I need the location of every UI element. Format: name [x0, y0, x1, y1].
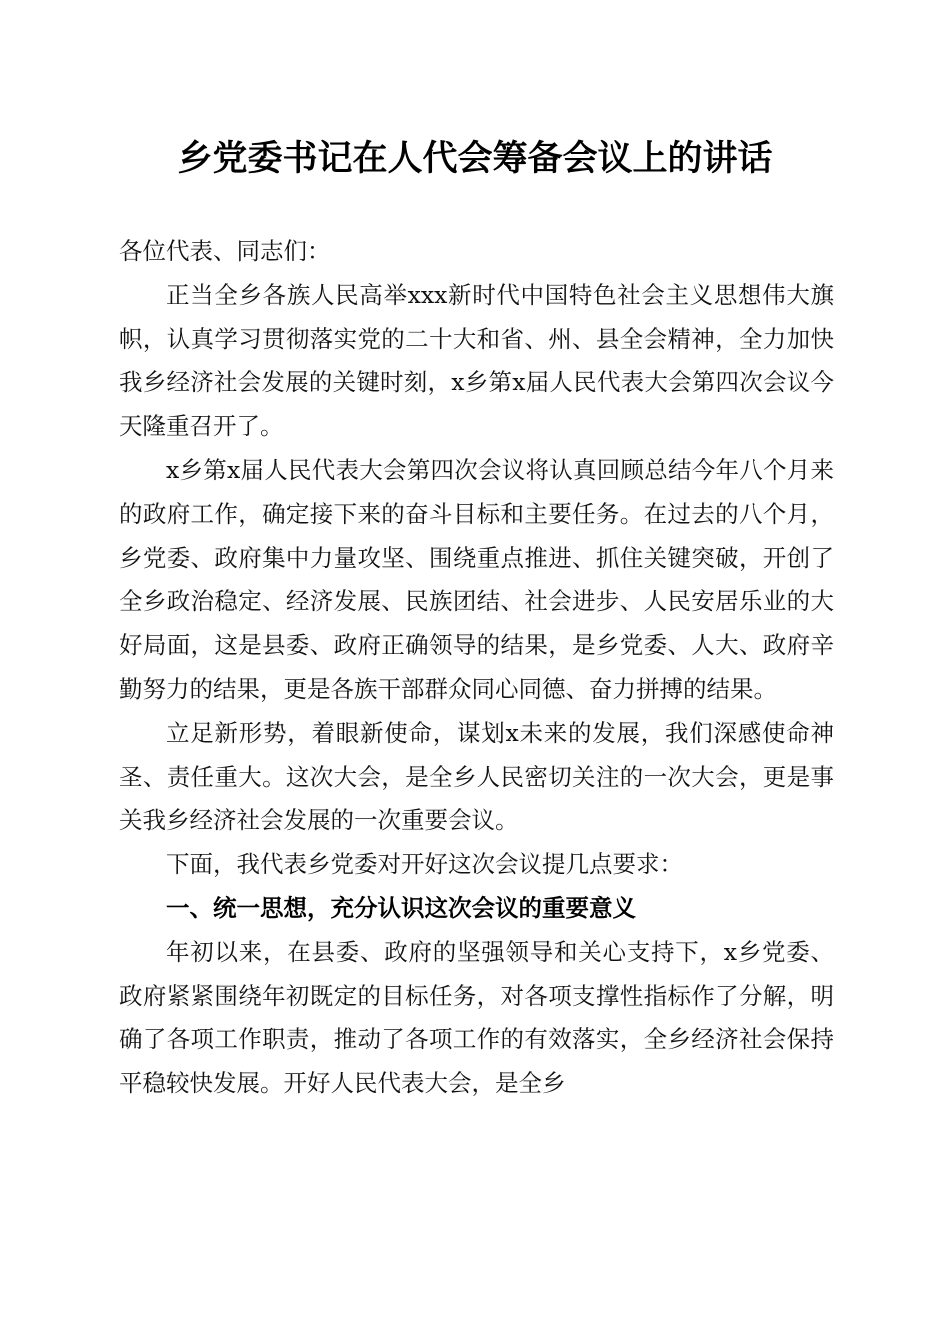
paragraph-4: 下面，我代表乡党委对开好这次会议提几点要求：	[166, 850, 683, 879]
paragraph-5: 年初以来，在县委、政府的坚强领导和关心支持下，x乡党委、政府紧紧围绕年初既定的目标任务，对各项支撑性指标作了分解，明确了各项工作职责，推动了各项工作的有效落实，全乡经济社会保持平稳较快发展。开好人民代表大会，是全乡	[119, 937, 834, 1098]
paragraph-2: x乡第x届人民代表大会第四次会议将认真回顾总结今年八个月来的政府工作，确定接下来的奋斗目标和主要任务。在过去的八个月，乡党委、政府集中力量攻坚、围绕重点推进、抓住关键突破，开创了全乡政治稳定、经济发展、民族团结、社会进步、人民安居乐业的大好局面，这是县委、政府正确领导的结果，是乡党委、人大、政府辛勤努力的结果，更是各族干部群众同心同德、奋力拼搏的结果。	[119, 455, 834, 703]
document-title: 乡党委书记在人代会筹备会议上的讲话	[177, 138, 773, 179]
paragraph-1: 正当全乡各族人民高举xxx新时代中国特色社会主义思想伟大旗帜，认真学习贯彻落实党的二十大和省、州、县全会精神，全力加快我乡经济社会发展的关键时刻，x乡第x届人民代表大会第四次会议今天隆重召开了。	[119, 280, 834, 441]
salutation: 各位代表、同志们：	[119, 237, 331, 265]
document-body	[119, 230, 834, 1106]
section-heading-1: 一、统一思想，充分认识这次会议的重要意义	[166, 893, 636, 922]
paragraph-3: 立足新形势，着眼新使命，谋划x未来的发展，我们深感使命神圣、责任重大。这次大会，是全乡人民密切关注的一次大会，更是事关我乡经济社会发展的一次重要会议。	[119, 718, 834, 835]
